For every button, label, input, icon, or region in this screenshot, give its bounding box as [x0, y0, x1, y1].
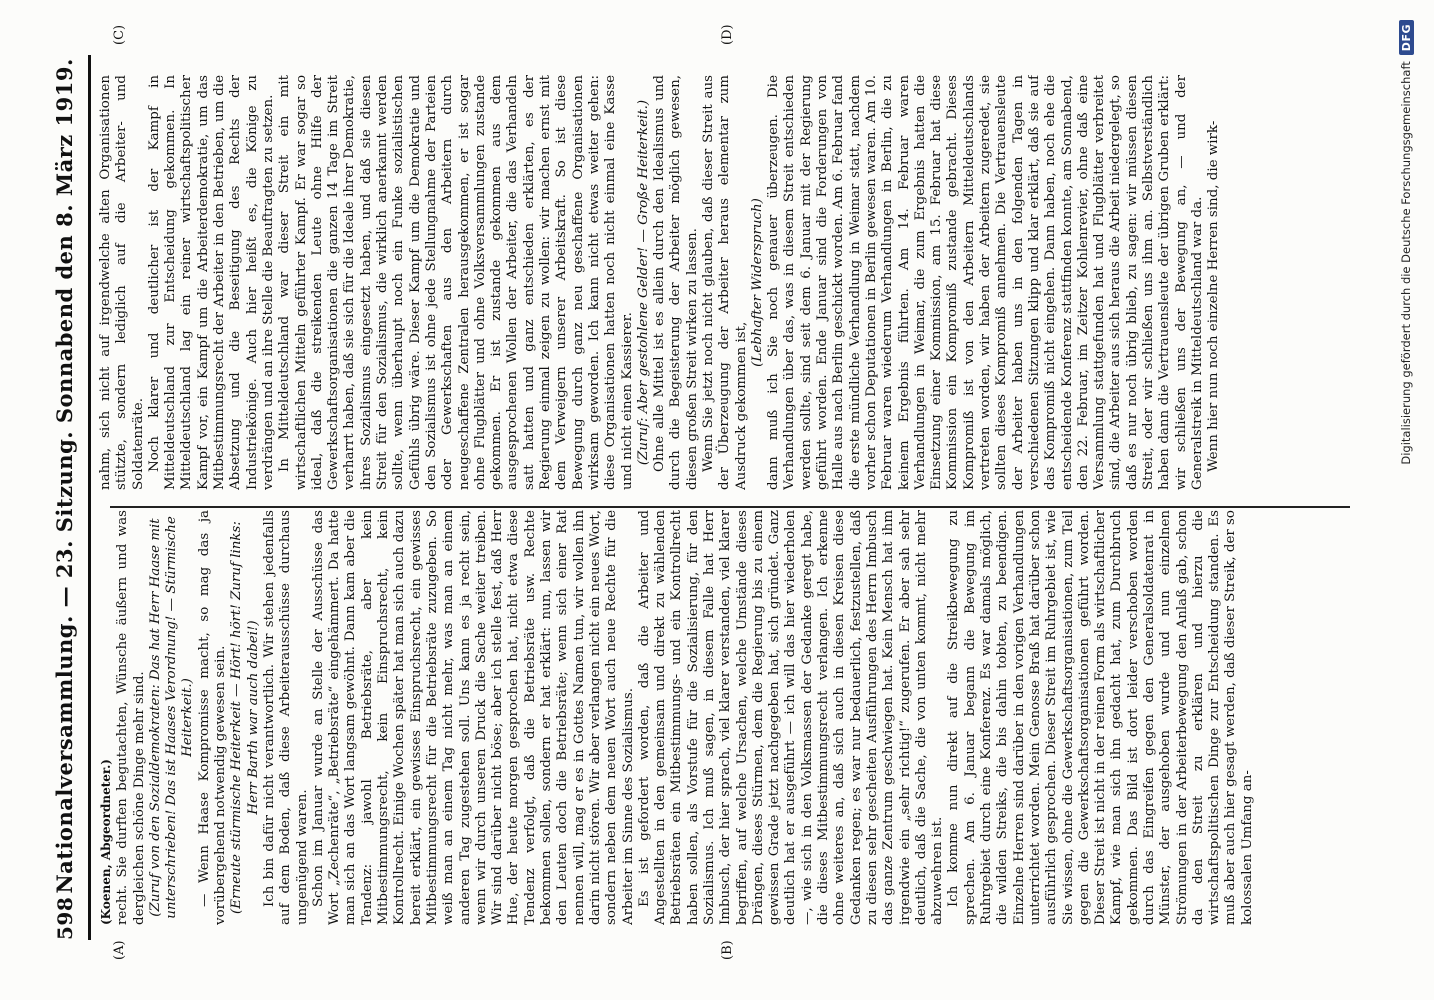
- margin-mark-d: (D): [720, 24, 735, 45]
- paragraph: Ohne alle Mittel ist es allein durch den Idealismus und durch die Begeisterung der Arbeiter möglich gewesen, diesen großen Streit wirken zu lassen.: [652, 75, 700, 490]
- paragraph: — Wenn Haase Kompromisse macht, so mag das ja vorübergehend notwendig gewesen sein.: [196, 510, 229, 925]
- paragraph: recht. Sie durften begutachten, Wünsche äußern und was dergleichen schöne Dinge mehr sind.: [115, 510, 147, 925]
- header-rule: [88, 55, 91, 940]
- paragraph: Ich bin dafür nicht verantwortlich. Wir stehen jedenfalls auf dem Boden, daß diese Arbeiterausschüsse durchaus ungenügend waren.: [261, 510, 310, 925]
- page-header: [52, 55, 82, 940]
- interjection: (Zuruf von den Sozialdemokraten: Das hat Herr Haase mit unterschrieben! Das ist Haases Verordnung! — Stürmische Heiterkeit.): [147, 516, 196, 919]
- interjection: (Zuruf: Aber gestohlene Gelder! — Große Heiterkeit.): [635, 99, 651, 466]
- right-column: [98, 75, 1363, 490]
- margin-mark-b: (B): [720, 940, 735, 960]
- left-column: [98, 510, 1363, 925]
- column-divider: [110, 506, 1350, 508]
- page-number: 598: [53, 896, 77, 940]
- paragraph: dann muß ich Sie noch genauer überzeugen. Die Verhandlungen über das, was in diesem Streit entschieden werden sollte, sind seit dem 6. Januar mit der Regierung geführt worden. Ende Januar sind die Forderungen von Halle aus nach Berlin geschickt worden. Am 6. Februar fand die erste mündliche Verhandlung in Weimar statt, nachdem vorher schon Deputationen in Berlin gewesen waren. Am 10. Februar waren wiederum Verhandlungen in Berlin, die zu keinem Ergebnis führten. Am 14. Februar waren Verhandlungen in Weimar, die zum Ergebnis hatten die Einsetzung einer Kommission, am 15. Februar hat diese Kommission ein Kompromiß zustande gebracht. Dieses Kompromiß ist von den Arbeitern Mitteldeutschlands vertreten worden, wir haben der Arbeitern zugeredet, sie sollten dieses Kompromiß annehmen. Die Vertrauensleute der Arbeiter haben uns in den folgenden Tagen in verschiedenen Sitzungen klipp und klar erklärt, daß sie auf das Kompromiß nicht eingehen. Dann haben, noch ehe die entscheidende Konferenz stattfinden konnte, am Sonnabend, den 22. Februar, im Zeitzer Kohlenrevier, ohne daß eine Versammlung stattgefunden hat und Flugblätter verbreitet sind, die Arbeiter aus sich heraus die Arbeit niedergelegt, so daß es nur noch übrig blieb, zu sagen: wir müssen diesen Streit, oder wir schließen uns ihm an. Selbstverständlich haben dann die Vertrauensleute der übrigen Gruben erklärt: wir schließen uns der Bewegung an, — und der Generalstreik in Mitteldeutschland war da.: [766, 75, 1205, 490]
- credit-text: Digitalisierung gefördert durch die Deutsche Forschungsgemeinschaft: [1399, 61, 1413, 465]
- paragraph: Ich komme nun direkt auf die Streikbewegung zu sprechen. Am 6. Januar begann die Bewegung im Ruhrgebiet durch eine Konferenz. Es war damals möglich, die wilden Streiks, die bis dahin tobten, zu beendigen. Einzelne Herren sind darüber in den vorigen Verhandlungen unterrichtet worden. Mein Genosse Braß hat darüber schon ausführlich gesprochen. Dieser Streit im Ruhrgebiet ist, wie Sie wissen, ohne die Gewerkschaftsorganisationen, zum Teil gegen die Gewerkschaftsorganisationen geführt worden. Dieser Streit ist nicht in der reinen Form als wirtschaftlicher Kampf, wie man sich ihn gedacht hat, zum Durchbruch gekommen. Das Bild ist dort leider verschoben worden durch das Eingreifen gegen den Generalsoldatenrat in Münster, der ausgehoben wurde und nun einzelnen Strömungen in der Arbeiterbewegung den Anlaß gab, schon da den Streit zu erklären und hierzu die wirtschaftspolitischen Dinge zur Entscheidung standen. Es muß aber auch hier gesagt werden, daß dieser Streik, der so kolossalen Umfang an-: [946, 510, 1255, 925]
- paragraph: Es ist gefordert worden, daß die Arbeiter und Angestellten in den gemeinsam und direkt zu wählenden Betriebsräten ein Mitbestimmungs- und ein Kontrollrecht haben sollen, als Vorstufe für die Sozialisierung, für den Sozialismus. Ich muß sagen, in diesem Falle hat Herr Imbusch, der hier sprach, viel klarer verstanden, viel klarer begriffen, auf welche Ursachen, welche Umstände dieses Drängen, dieses Stürmen, dem die Regierung bis zu einem gewissen Grade jetzt nachgegeben hat, sich gründet. Ganz deutlich hat er ausgeführt — ich will das hier wiederholen —, wie sich in den Volksmassen der Gedanke geregt habe, die dieses Mitbestimmungsrecht verlangen. Ich erkenne ohne weiteres an, daß sich auch in diesen Kreisen diese Gedanken regen; es war nur bedauerlich, festzustellen, daß zu diesen sehr gescheiten Ausführungen des Herrn Imbusch das ganze Zentrum geschwiegen hat. Kein Mensch hat ihm irgendwie ein „sehr richtig!“ zugerufen. Er aber sah sehr deutlich, daß die Sache, die von unten kommt, nicht mehr abzuwehren ist.: [636, 510, 946, 925]
- header-title: Nationalversammlung. — 23. Sitzung. Sonnabend den 8. März 1919.: [52, 58, 77, 894]
- paragraph: Wenn hier nun noch einzelne Herren sind, die wirk-: [1206, 120, 1222, 472]
- dfg-logo: DFG: [1399, 20, 1414, 55]
- speaker-label: (Koenen, Abgeordneter.): [99, 759, 113, 925]
- paragraph: Wenn Sie jetzt noch nicht glauben, daß dieser Streit aus der Überzeugung der Arbeiter heraus elementar zum Ausdruck gekommen ist,: [700, 75, 749, 490]
- paragraph: nahm, sich nicht auf irgendwelche alten Organisationen stützte, sondern lediglich auf die Arbeiter- und Soldatenräte.: [98, 75, 146, 490]
- paragraph: In Mitteldeutschland war dieser Streit ein mit wirtschaftlichen Mitteln geführter Kampf. Er war sogar so ideal, daß die streikenden Leute ohne Hilfe der Gewerkschaftsorganisationen die ganzen 14 Tage im Streit verharrt haben, daß sie sich für die Ideale ihrer Demokratie, ihres Sozialismus eingesetzt haben, und daß sie diesen Streit für den Sozialismus, die wirklich anerkannt werden sollte, wenn überhaupt noch ein Funke sozialistischen Gefühls übrig wäre. Dieser Kampf um die Demokratie und den Sozialismus ist ohne jede Stellungnahme der Parteien oder Gewerkschaften aus den Arbeitern durch neugeschaffene Zentralen herausgekommen, er ist sogar ohne Flugblätter und ohne Volksversammlungen zustande gekommen. Er ist zustande gekommen aus dem ausgesprochenen Wollen der Arbeiter, die das Verhandeln satt hatten und ganz entschieden erklärten, es der Regierung einmal zeigen zu wollen: wir machen ernst mit dem Verweigern unserer Arbeitskraft. So ist diese Bewegung durch ganz neu geschaffene Organisationen wirksam geworden. Ich kann nicht etwas weiter gehen: diese Organisationen hatten noch nicht einmal eine Kasse und nicht einen Kassierer.: [277, 75, 635, 490]
- paragraph: Noch klarer und deutlicher ist der Kampf in Mitteldeutschland zur Entscheidung gekommen. In Mitteldeutschland lag ein reiner wirtschaftspolitischer Kampf vor, ein Kampf um die Arbeiterdemokratie, um das Mitbestimmungsrecht der Arbeiter in den Betrieben, um die Absetzung und die Beseitigung des Rechts der Industriekönige. Auch hier heißt es, die Könige zu verdrängen und an ihre Stelle die Beauftragten zu setzen.: [146, 75, 276, 490]
- margin-mark-a: (A): [112, 940, 127, 960]
- digitization-credit: [1393, 20, 1419, 900]
- interjection: (Lebhafter Widerspruch): [749, 198, 765, 367]
- interjection: (Erneute stürmische Heiterkeit — Hört! hört! Zuruf links: Herr Barth war auch dabei!): [229, 521, 261, 914]
- paragraph: Schon im Januar wurde an Stelle der Ausschüsse das Wort „Zechenräte“, „Betriebsräte“ eingehämmert. Da hatte man sich an das Wort langsam gewöhnt. Dann kam aber die Tendenz: jawohl Betriebsräte, aber kein Mitbestimmungsrecht, kein Einspruchsrecht, kein Kontrollrecht. Einige Wochen später hat man sich auch dazu bereit erklärt, ein gewisses Einspruchsrecht, ein gewisses Mitbestimmungsrecht für die Betriebsräte zuzugeben. So weiß man an einem Tag nicht mehr, was man an einem anderen Tag zugestehen soll. Uns kann es ja recht sein, wenn wir durch unseren Druck die Sache weiter treiben. Wir sind darüber nicht böse; aber ich stelle fest, daß Herr Hue, der heute morgen gesprochen hat, nicht etwa diese Tendenz verfolgt, daß die Betriebsräte usw. Rechte bekommen sollen, sondern er hat erklärt: nun, lassen wir den Leuten doch die Betriebsräte; wenn sich einer Rat nennen will, mag er es in Gottes Namen tun, wir wollen ihn darin nicht stören. Wir aber verlangen nicht ein neues Wort, sondern neben dem neuen Wort auch neue Rechte für die Arbeiter im Sinne des Sozialismus.: [310, 510, 636, 925]
- margin-mark-c: (C): [112, 24, 127, 45]
